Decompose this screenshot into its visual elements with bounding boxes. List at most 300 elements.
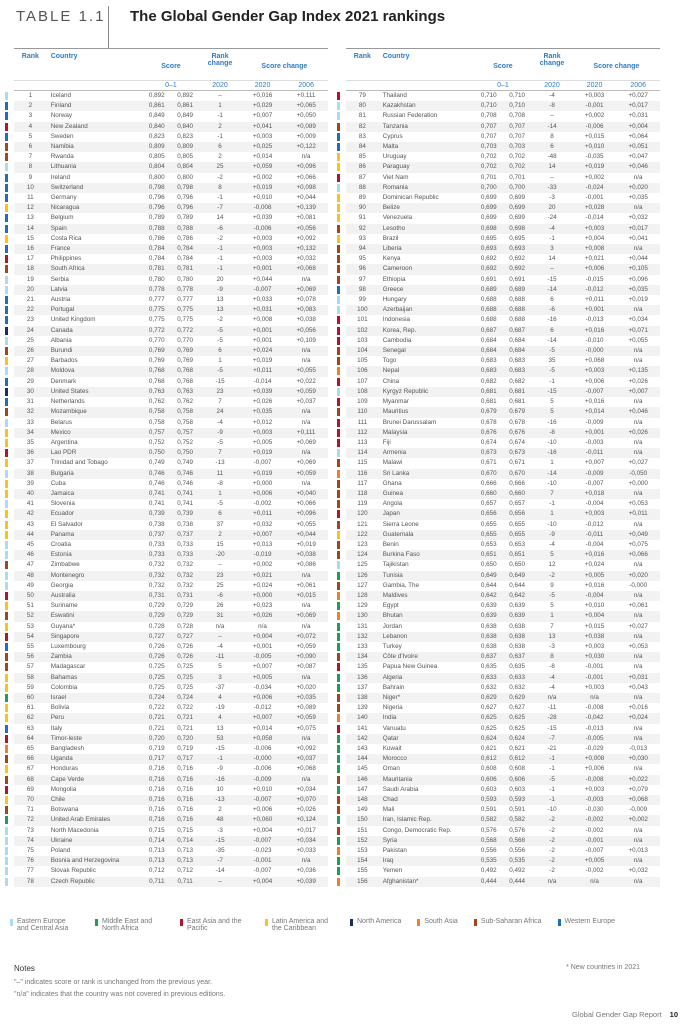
score-cell: 0,608 <box>480 765 497 773</box>
country-cell: Peru <box>50 714 65 722</box>
rank-cell: 6 <box>14 142 47 152</box>
score-change-2020-cell: +0,019 <box>252 449 273 457</box>
table-row <box>14 111 328 121</box>
rank-change-cell: 14 <box>548 255 556 263</box>
rank-change-cell: -2 <box>549 857 555 865</box>
score-cell: 0,710 <box>480 102 497 110</box>
rank-cell: 93 <box>346 234 379 244</box>
region-marker <box>5 92 8 100</box>
region-marker <box>337 531 340 539</box>
table-row <box>346 520 660 530</box>
rank-cell: 79 <box>346 91 379 102</box>
country-cell: Norway <box>50 112 73 120</box>
score-cell: 0,692 <box>509 265 526 273</box>
country-cell: Saudi Arabia <box>382 785 419 793</box>
rank-change-cell: -8 <box>549 663 555 671</box>
rank-cell: 92 <box>346 224 379 234</box>
score-change-2020-cell: +0,006 <box>252 806 273 814</box>
score-change-2020-cell: +0,019 <box>252 469 273 477</box>
region-marker <box>5 204 8 212</box>
score-cell: 0,775 <box>148 306 165 314</box>
table-row <box>346 438 660 448</box>
score-cell: 0,768 <box>177 377 194 385</box>
country-cell: Bhutan <box>382 612 403 620</box>
score-cell: 0,699 <box>480 204 497 212</box>
col-score-range: 0–1 <box>143 81 200 91</box>
score-change-2006-cell: n/a <box>633 653 643 661</box>
country-cell: Kuwait <box>382 745 402 752</box>
score-change-2006-cell: +0,037 <box>296 755 316 763</box>
score-cell: 0,627 <box>480 704 497 712</box>
score-cell: 0,772 <box>177 326 194 334</box>
score-cell: 0,726 <box>177 653 194 661</box>
score-cell: 0,768 <box>177 367 194 375</box>
score-cell: 0,757 <box>148 428 165 436</box>
score-change-2006-cell: n/a <box>633 561 643 569</box>
rank-cell: 103 <box>346 336 379 346</box>
col-rank: Rank <box>353 53 371 60</box>
region-marker <box>5 449 8 457</box>
score-cell: 0,727 <box>148 632 165 640</box>
region-marker <box>337 255 340 263</box>
score-cell: 0,789 <box>148 214 165 222</box>
rank-change-cell: -3 <box>549 194 555 202</box>
score-change-2006-cell: n/a <box>301 775 311 783</box>
country-cell: Zimbabwe <box>50 561 80 569</box>
rank-cell: 99 <box>346 295 379 305</box>
rank-cell: 139 <box>346 703 379 713</box>
country-cell: Montenegro <box>50 571 85 579</box>
score-cell: 0,798 <box>177 183 194 191</box>
score-cell: 0,732 <box>148 581 165 589</box>
rank-cell: 100 <box>346 305 379 315</box>
score-cell: 0,752 <box>177 438 194 446</box>
score-cell: 0,804 <box>148 163 165 171</box>
rank-change-cell: 4 <box>218 714 222 722</box>
score-change-2020-cell: -0,009 <box>585 418 604 426</box>
rank-cell: 106 <box>346 366 379 376</box>
score-change-2006-cell: n/a <box>633 306 643 314</box>
score-change-2020-cell: -0,030 <box>585 806 604 814</box>
region-marker <box>337 214 340 222</box>
table-row <box>14 622 328 632</box>
score-cell: 0,656 <box>480 510 497 518</box>
legend-item-na <box>350 918 401 932</box>
table-row <box>14 826 328 836</box>
table-row <box>346 673 660 683</box>
table-row <box>14 244 328 254</box>
score-cell: 0,719 <box>177 745 194 752</box>
rank-change-cell: 6 <box>550 326 554 334</box>
score-change-2020-cell: -0,006 <box>585 122 604 130</box>
note-na: "n/a" indicates that the country was not covered in previous editions. <box>14 991 226 998</box>
region-marker <box>337 388 340 396</box>
score-change-2006-cell: n/a <box>633 836 643 844</box>
country-cell: Senegal <box>382 347 406 355</box>
score-change-2020-cell: +0,016 <box>252 92 273 99</box>
score-cell: 0,535 <box>480 857 497 865</box>
country-cell: Congo, Democratic Rep. <box>382 826 452 834</box>
table-row <box>14 734 328 744</box>
country-cell: Lithuania <box>50 163 77 171</box>
country-cell: Costa Rica <box>50 234 82 242</box>
score-cell: 0,796 <box>148 194 165 202</box>
score-cell: 0,621 <box>509 745 526 752</box>
country-cell: Estonia <box>50 551 72 559</box>
country-cell: Morocco <box>382 755 407 763</box>
table-row <box>346 744 660 754</box>
table-row <box>14 152 328 162</box>
score-cell: 0,655 <box>480 520 497 528</box>
region-marker <box>337 102 340 110</box>
score-change-2020-cell: -0,002 <box>585 867 604 875</box>
rank-change-cell: -2 <box>549 847 555 855</box>
country-cell: Lebanon <box>382 632 408 640</box>
rank-change-cell: -2 <box>549 571 555 579</box>
score-cell: 0,632 <box>480 683 497 691</box>
score-cell: 0,726 <box>177 642 194 650</box>
legend-label: Western Europe <box>564 918 615 925</box>
table-row <box>14 418 328 428</box>
score-change-2006-cell: +0,098 <box>296 183 316 191</box>
score-cell: 0,653 <box>480 540 497 548</box>
score-change-2020-cell: +0,039 <box>252 214 273 222</box>
table-row <box>346 101 660 111</box>
rank-cell: 83 <box>346 132 379 142</box>
score-change-2020-cell: +0,026 <box>252 398 273 406</box>
score-change-2006-cell: n/a <box>633 347 643 355</box>
score-change-2006-cell: +0,081 <box>296 214 316 222</box>
score-cell: 0,693 <box>509 245 526 253</box>
score-cell: 0,809 <box>148 143 165 151</box>
rank-change-cell: -13 <box>215 796 225 804</box>
country-cell: New Zealand <box>50 122 88 130</box>
col-score-range: 0–1 <box>475 81 532 91</box>
table-row <box>346 775 660 785</box>
score-change-2020-cell: +0,004 <box>252 877 273 885</box>
score-cell: 0,688 <box>509 306 526 314</box>
score-change-2020-cell: +0,059 <box>252 163 273 171</box>
score-cell: 0,732 <box>148 561 165 569</box>
table-row <box>14 785 328 795</box>
score-cell: 0,670 <box>509 469 526 477</box>
rank-cell: 111 <box>346 418 379 428</box>
country-cell: Japan <box>382 510 400 518</box>
score-cell: 0,444 <box>509 877 526 885</box>
rank-cell: 49 <box>14 581 47 591</box>
region-marker <box>5 367 8 375</box>
score-change-2006-cell: +0,072 <box>296 632 316 640</box>
score-cell: 0,770 <box>177 336 194 344</box>
score-change-2006-cell: n/a <box>633 489 643 497</box>
rank-change-cell: n/a <box>547 693 557 701</box>
score-change-2006-cell: +0,027 <box>628 622 648 630</box>
region-marker <box>337 449 340 457</box>
rank-cell: 87 <box>346 173 379 183</box>
rank-cell: 118 <box>346 489 379 499</box>
score-cell: 0,639 <box>509 602 526 610</box>
score-change-2006-cell: +0,019 <box>296 540 316 548</box>
rank-change-cell: 31 <box>216 612 224 620</box>
country-cell: Honduras <box>50 765 79 773</box>
score-change-2020-cell: -0,007 <box>253 836 272 844</box>
country-cell: Hungary <box>382 296 407 304</box>
page-title: The Global Gender Gap Index 2021 rankings <box>130 8 446 25</box>
rank-change-cell: 8 <box>218 183 222 191</box>
region-marker <box>5 694 8 702</box>
legend-item-eap <box>180 918 249 932</box>
country-cell: Myanmar <box>382 398 409 406</box>
score-change-2020-cell: +0,004 <box>252 826 273 834</box>
score-cell: 0,591 <box>480 806 497 814</box>
rank-change-cell: -21 <box>547 745 557 752</box>
region-marker <box>337 123 340 131</box>
table-row <box>346 162 660 172</box>
country-cell: Guyana* <box>50 622 76 630</box>
table-row <box>14 632 328 642</box>
score-cell: 0,681 <box>480 387 497 395</box>
score-change-2006-cell: n/a <box>301 622 311 630</box>
score-cell: 0,710 <box>509 102 526 110</box>
score-change-2006-cell: n/a <box>301 275 311 283</box>
score-change-2020-cell: +0,006 <box>584 765 605 773</box>
rank-change-cell: -2 <box>549 816 555 824</box>
score-change-2020-cell: +0,003 <box>584 785 605 793</box>
score-cell: 0,725 <box>177 683 194 691</box>
table-row <box>14 132 328 142</box>
rank-change-cell: -1 <box>217 755 223 763</box>
score-cell: 0,695 <box>509 234 526 242</box>
score-change-2006-cell: +0,068 <box>628 796 648 804</box>
rank-change-cell: 1 <box>550 459 554 467</box>
score-change-2020-cell: +0,010 <box>584 602 605 610</box>
region-marker <box>5 174 8 182</box>
table-row <box>346 489 660 499</box>
region-marker <box>5 847 8 855</box>
region-marker <box>5 337 8 345</box>
rank-change-cell: -7 <box>549 734 555 742</box>
region-marker <box>5 551 8 559</box>
rank-cell: 107 <box>346 377 379 387</box>
region-marker <box>5 735 8 743</box>
score-change-2006-cell: +0,033 <box>296 847 316 855</box>
rank-change-cell: -5 <box>217 367 223 375</box>
rank-change-cell: 25 <box>216 163 224 171</box>
score-change-2020-cell: -0,023 <box>253 847 272 855</box>
rank-cell: 142 <box>346 734 379 744</box>
col-rank-change: Rank change <box>207 53 233 67</box>
score-cell: 0,642 <box>509 591 526 599</box>
country-cell: Guatemala <box>382 530 414 538</box>
score-change-2006-cell: +0,055 <box>296 367 316 375</box>
rank-cell: 102 <box>346 326 379 336</box>
rank-cell: 120 <box>346 509 379 519</box>
score-change-2006-cell: +0,034 <box>296 836 316 844</box>
table-row <box>14 693 328 703</box>
col-score-change-2006: 2006 <box>616 81 660 91</box>
score-change-2020-cell: +0,024 <box>584 561 605 569</box>
score-cell: 0,716 <box>177 785 194 793</box>
country-cell: Tanzania <box>382 122 408 130</box>
table-row <box>14 254 328 264</box>
score-change-2020-cell: -0,000 <box>585 347 604 355</box>
region-marker <box>5 123 8 131</box>
score-cell: 0,681 <box>509 398 526 406</box>
rank-cell: 145 <box>346 764 379 774</box>
table-row <box>346 458 660 468</box>
country-cell: Georgia <box>50 581 74 589</box>
rank-change-cell: 7 <box>550 489 554 497</box>
country-cell: Ethiopia <box>382 275 406 283</box>
country-cell: United States <box>50 387 89 395</box>
rank-change-cell: 2 <box>218 122 222 130</box>
table-row <box>14 326 328 336</box>
table-row <box>14 264 328 274</box>
legend-item-mena <box>95 918 164 932</box>
table-row <box>346 183 660 193</box>
score-cell: 0,716 <box>177 775 194 783</box>
score-change-2006-cell: +0,105 <box>628 265 648 273</box>
score-change-2006-cell: +0,046 <box>628 163 648 171</box>
rank-change-cell: – <box>550 173 554 181</box>
score-change-2006-cell: n/a <box>633 612 643 620</box>
country-cell: Belgium <box>50 214 74 222</box>
country-cell: Nicaragua <box>50 204 80 212</box>
legend-label: North America <box>357 918 402 925</box>
score-change-2020-cell: -0,006 <box>253 745 272 752</box>
table-row <box>14 703 328 713</box>
score-cell: 0,786 <box>177 234 194 242</box>
rank-cell: 69 <box>14 785 47 795</box>
score-change-2006-cell: +0,096 <box>296 510 316 518</box>
table-row <box>14 407 328 417</box>
rank-change-cell: 14 <box>548 163 556 171</box>
region-marker <box>5 153 8 161</box>
country-cell: United Kingdom <box>50 316 96 324</box>
rank-cell: 112 <box>346 428 379 438</box>
score-change-2020-cell: +0,021 <box>252 571 273 579</box>
rank-change-cell: -4 <box>549 540 555 548</box>
table-row <box>346 428 660 438</box>
rank-cell: 80 <box>346 101 379 111</box>
rank-change-cell: 1 <box>218 489 222 497</box>
rank-change-cell: -14 <box>547 336 557 344</box>
rank-change-cell: -4 <box>549 683 555 691</box>
score-cell: 0,769 <box>177 357 194 365</box>
score-cell: 0,702 <box>509 153 526 161</box>
table-row <box>14 101 328 111</box>
score-cell: 0,676 <box>509 428 526 436</box>
score-change-2020-cell: +0,007 <box>252 663 273 671</box>
region-marker <box>337 755 340 763</box>
table-row <box>346 693 660 703</box>
score-cell: 0,716 <box>148 765 165 773</box>
score-change-2020-cell: -0,024 <box>585 183 604 191</box>
legend-label: Eastern Europe and Central Asia <box>17 918 69 932</box>
rank-cell: 25 <box>14 336 47 346</box>
score-change-2006-cell: +0,111 <box>296 92 316 99</box>
region-marker <box>337 612 340 620</box>
score-cell: 0,727 <box>177 632 194 640</box>
score-cell: 0,625 <box>480 724 497 732</box>
score-change-2006-cell: +0,069 <box>296 612 316 620</box>
region-marker <box>337 776 340 784</box>
rank-change-cell: -16 <box>547 449 557 457</box>
score-change-2020-cell: -0,009 <box>253 775 272 783</box>
region-marker <box>5 286 8 294</box>
country-cell: Maldives <box>382 591 408 599</box>
region-marker <box>337 500 340 508</box>
region-marker <box>337 459 340 467</box>
score-cell: 0,725 <box>177 673 194 681</box>
score-change-2020-cell: +0,002 <box>584 112 605 120</box>
country-cell: Russian Federation <box>382 112 438 120</box>
score-cell: 0,699 <box>480 214 497 222</box>
region-marker <box>5 296 8 304</box>
rank-change-cell: -16 <box>215 775 225 783</box>
score-cell: 0,699 <box>509 204 526 212</box>
rank-change-cell: -3 <box>217 826 223 834</box>
country-cell: Israel <box>50 693 67 701</box>
score-change-2020-cell: -0,001 <box>585 102 604 110</box>
score-change-2020-cell: +0,001 <box>584 306 605 314</box>
table-row <box>346 479 660 489</box>
rank-cell: 58 <box>14 673 47 683</box>
score-change-2006-cell: +0,020 <box>628 571 648 579</box>
region-marker <box>337 174 340 182</box>
score-cell: 0,612 <box>480 755 497 763</box>
rank-change-cell: -1 <box>217 194 223 202</box>
table-row <box>346 571 660 581</box>
table-row <box>14 724 328 734</box>
score-cell: 0,699 <box>480 194 497 202</box>
score-cell: 0,682 <box>509 377 526 385</box>
country-cell: Jamaica <box>50 489 75 497</box>
country-cell: Chile <box>50 796 66 804</box>
region-marker <box>337 592 340 600</box>
country-cell: Niger* <box>382 693 401 701</box>
country-cell: Guinea <box>382 489 404 497</box>
rank-change-cell: -16 <box>547 418 557 426</box>
score-cell: 0,763 <box>177 387 194 395</box>
score-cell: 0,716 <box>177 796 194 804</box>
table-row <box>346 346 660 356</box>
legend-swatch <box>417 919 420 926</box>
rank-change-cell: 2 <box>218 153 222 161</box>
score-cell: 0,625 <box>509 724 526 732</box>
rank-change-cell: -4 <box>217 642 223 650</box>
score-change-2006-cell: +0,017 <box>296 826 316 834</box>
score-change-2006-cell: +0,026 <box>628 428 648 436</box>
rank-change-cell: 5 <box>218 663 222 671</box>
col-score-change: Score change <box>593 63 640 70</box>
score-change-2006-cell: +0,035 <box>296 693 316 701</box>
rank-cell: 121 <box>346 520 379 530</box>
score-cell: 0,698 <box>480 224 497 232</box>
score-cell: 0,638 <box>509 632 526 640</box>
region-marker <box>5 663 8 671</box>
country-cell: Viet Nam <box>382 173 409 181</box>
country-cell: Mauritania <box>382 775 413 783</box>
score-change-2006-cell: +0,007 <box>628 387 648 395</box>
rank-cell: 89 <box>346 193 379 203</box>
country-cell: El Salvador <box>50 520 83 528</box>
rank-cell: 2 <box>14 101 47 111</box>
score-change-2006-cell: +0,044 <box>628 255 648 263</box>
table-row <box>346 469 660 479</box>
score-cell: 0,768 <box>148 377 165 385</box>
score-change-2006-cell: +0,044 <box>296 530 316 538</box>
